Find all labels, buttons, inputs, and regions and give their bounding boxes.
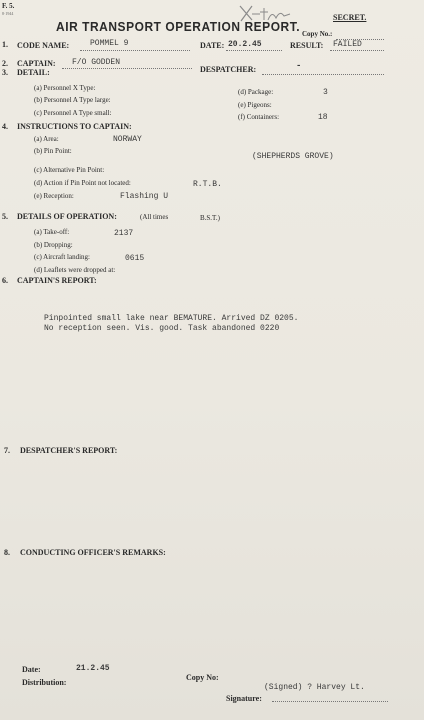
copy-no-label: Copy No.: — [302, 30, 333, 38]
detail-f-label: (f) Containers: — [238, 113, 280, 121]
date-value: 20.2.45 — [228, 40, 262, 49]
operation-label: DETAILS OF OPERATION: — [17, 212, 117, 221]
code-name-label: CODE NAME: — [17, 41, 70, 50]
form-code: F. 5. — [2, 2, 15, 10]
item-7-num: 7. — [4, 446, 10, 455]
footer-date-label: Date: — [22, 665, 41, 674]
operation-times-note: (All times — [140, 213, 169, 221]
operation-bst: B.S.T.) — [200, 214, 220, 222]
result-value: FAILED — [333, 40, 362, 49]
secret-label: SECRET. — [333, 13, 367, 22]
footer-copy-no-label: Copy No: — [186, 673, 219, 682]
captain-report-line-1: Pinpointed small lake near BEMATURE. Arrived DZ 0205. — [44, 314, 299, 323]
item-8-num: 8. — [4, 548, 10, 557]
op-d-label: (d) Leaflets were dropped at: — [34, 266, 116, 274]
despatcher-report-label: DESPATCHER'S REPORT: — [20, 446, 118, 455]
captain-report-line-2: No reception seen. Vis. good. Task abandoned 0220 — [44, 324, 280, 333]
op-a-label: (a) Take-off: — [34, 228, 70, 236]
op-c-value: 0615 — [125, 254, 145, 263]
detail-label: DETAIL: — [17, 68, 50, 77]
item-5-num: 5. — [2, 212, 8, 221]
detail-d-label: (d) Package: — [238, 88, 274, 96]
result-label: RESULT: — [290, 41, 324, 50]
instr-b-label: (b) Pin Point: — [34, 147, 72, 155]
detail-c: (c) Personnel A Type small: — [34, 109, 112, 117]
despatcher-label: DESPATCHER: — [200, 65, 257, 74]
instr-a-value: NORWAY — [113, 135, 142, 144]
item-3-num: 3. — [2, 68, 8, 77]
item-6-num: 6. — [2, 276, 8, 285]
despatcher-dots — [262, 74, 384, 75]
op-b-label: (b) Dropping: — [34, 241, 73, 249]
instructions-label: INSTRUCTIONS TO CAPTAIN: — [17, 122, 132, 131]
detail-d-value: 3 — [323, 88, 328, 97]
instr-d-label: (d) Action if Pin Point not located: — [34, 179, 131, 187]
instr-b-value: (SHEPHERDS GROVE) — [252, 152, 334, 161]
instr-e-label: (e) Reception: — [34, 192, 74, 200]
item-4-num: 4. — [2, 122, 8, 131]
op-a-value: 2137 — [114, 229, 134, 238]
page-title: AIR TRANSPORT OPERATION REPORT. — [56, 19, 301, 34]
date-dots — [226, 50, 282, 51]
footer-date-value: 21.2.45 — [76, 664, 110, 673]
captain-label: CAPTAIN: — [17, 59, 56, 68]
captain-report-label: CAPTAIN'S REPORT: — [17, 276, 97, 285]
detail-e-label: (e) Pigeons: — [238, 101, 272, 109]
instr-d-value: R.T.B. — [193, 180, 222, 189]
captain-value: F/O GODDEN — [72, 58, 121, 67]
instr-a-label: (a) Area: — [34, 135, 59, 143]
item-2-num: 2. — [2, 59, 8, 68]
date-label: DATE: — [200, 41, 225, 50]
despatcher-value: - — [296, 61, 302, 71]
code-name-value: POMMEL 9 — [90, 39, 129, 48]
signature-dots — [272, 701, 388, 702]
instr-c-label: (c) Alternative Pin Point: — [34, 166, 105, 174]
captain-dots — [62, 68, 192, 69]
op-c-label: (c) Aircraft landing: — [34, 253, 90, 261]
detail-f-value: 18 — [318, 113, 328, 122]
conducting-remarks-label: CONDUCTING OFFICER'S REMARKS: — [20, 548, 166, 557]
distribution-label: Distribution: — [22, 678, 67, 687]
detail-a: (a) Personnel X Type: — [34, 84, 96, 92]
instr-e-value: Flashing U — [120, 192, 169, 201]
item-1-num: 1. — [2, 40, 8, 49]
signed-value: (Signed) ? Harvey Lt. — [264, 683, 365, 692]
code-name-dots — [80, 50, 190, 51]
signature-label: Signature: — [226, 694, 262, 703]
result-dots — [330, 50, 384, 51]
form-subcode: 8·1944 — [2, 11, 14, 16]
detail-b: (b) Personnel A Type large: — [34, 96, 111, 104]
